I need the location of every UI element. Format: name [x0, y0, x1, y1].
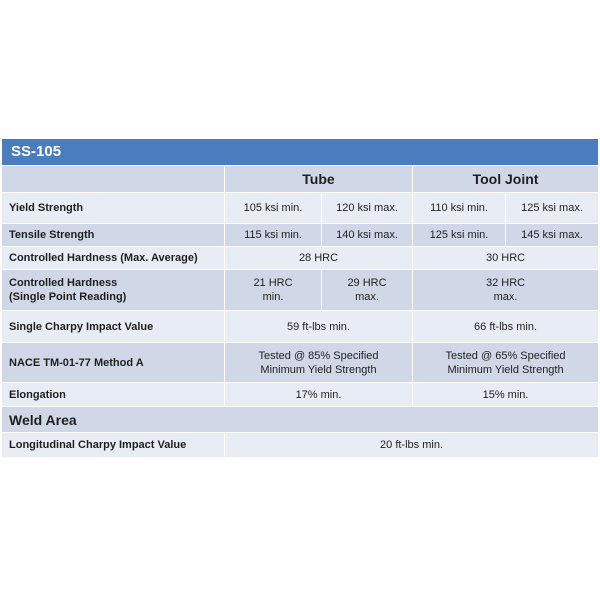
tube-min-value: 115 ksi min. [224, 224, 321, 247]
tool-joint-max-value: 125 ksi max. [505, 193, 598, 224]
tube-max-value: 120 ksi max. [321, 193, 412, 224]
longitudinal-charpy-row [2, 433, 598, 457]
value-line-2: Minimum Yield Strength [447, 363, 564, 376]
row-label: NACE TM-01-77 Method A [2, 343, 224, 383]
tube-value: 17% min. [224, 383, 412, 407]
tensile-strength-row [2, 224, 598, 247]
yield-strength-row [2, 193, 598, 224]
nace-row [2, 343, 598, 383]
row-label-line-1: Controlled Hardness [9, 277, 118, 289]
tool-joint-min-value: 110 ksi min. [412, 193, 505, 224]
tube-value [224, 343, 412, 383]
value-line-1: 21 HRC [253, 277, 293, 289]
tool-joint-value: 66 ft-lbs min. [412, 311, 598, 343]
value-line-1: Tested @ 65% Specified [445, 349, 566, 362]
controlled-hardness-single-row [2, 270, 598, 311]
tool-joint-value [412, 343, 598, 383]
tube-min-value [224, 270, 321, 311]
controlled-hardness-average-row [2, 247, 598, 270]
row-label: Yield Strength [2, 193, 224, 224]
weld-area-section-row [2, 407, 598, 433]
row-label: Single Charpy Impact Value [2, 311, 224, 343]
value-line-2: min. [262, 291, 284, 303]
tube-column-header: Tube [224, 166, 412, 193]
tool-joint-value [412, 270, 598, 311]
value-line-2: Minimum Yield Strength [260, 363, 377, 376]
row-label: Controlled Hardness (Max. Average) [2, 247, 224, 270]
value-line-1: 32 HRC [485, 277, 526, 289]
weld-area-heading: Weld Area [2, 407, 598, 433]
row-label [2, 270, 224, 311]
elongation-row [2, 383, 598, 407]
row-label-line-2: (Single Point Reading) [9, 291, 127, 303]
tool-joint-max-value: 145 ksi max. [505, 224, 598, 247]
single-charpy-row [2, 311, 598, 343]
tool-joint-value: 30 HRC [412, 247, 598, 270]
tube-max-value: 140 ksi max. [321, 224, 412, 247]
header-blank [2, 166, 224, 193]
tool-joint-column-header: Tool Joint [412, 166, 598, 193]
tool-joint-value: 15% min. [412, 383, 598, 407]
row-label: Longitudinal Charpy Impact Value [2, 433, 224, 457]
row-label: Tensile Strength [2, 224, 224, 247]
value-line-2: max. [493, 291, 518, 303]
table-title: SS-105 [2, 139, 598, 166]
title-row [2, 139, 598, 166]
tube-max-value [321, 270, 412, 311]
spec-table [2, 139, 598, 457]
weld-value: 20 ft-lbs min. [224, 433, 598, 457]
value-line-1: Tested @ 85% Specified [258, 349, 379, 362]
value-line-2: max. [355, 291, 379, 303]
row-label: Elongation [2, 383, 224, 407]
tube-min-value: 105 ksi min. [224, 193, 321, 224]
header-row [2, 166, 598, 193]
tool-joint-min-value: 125 ksi min. [412, 224, 505, 247]
tube-value: 28 HRC [224, 247, 412, 270]
tube-value: 59 ft-lbs min. [224, 311, 412, 343]
value-line-1: 29 HRC [347, 277, 387, 289]
